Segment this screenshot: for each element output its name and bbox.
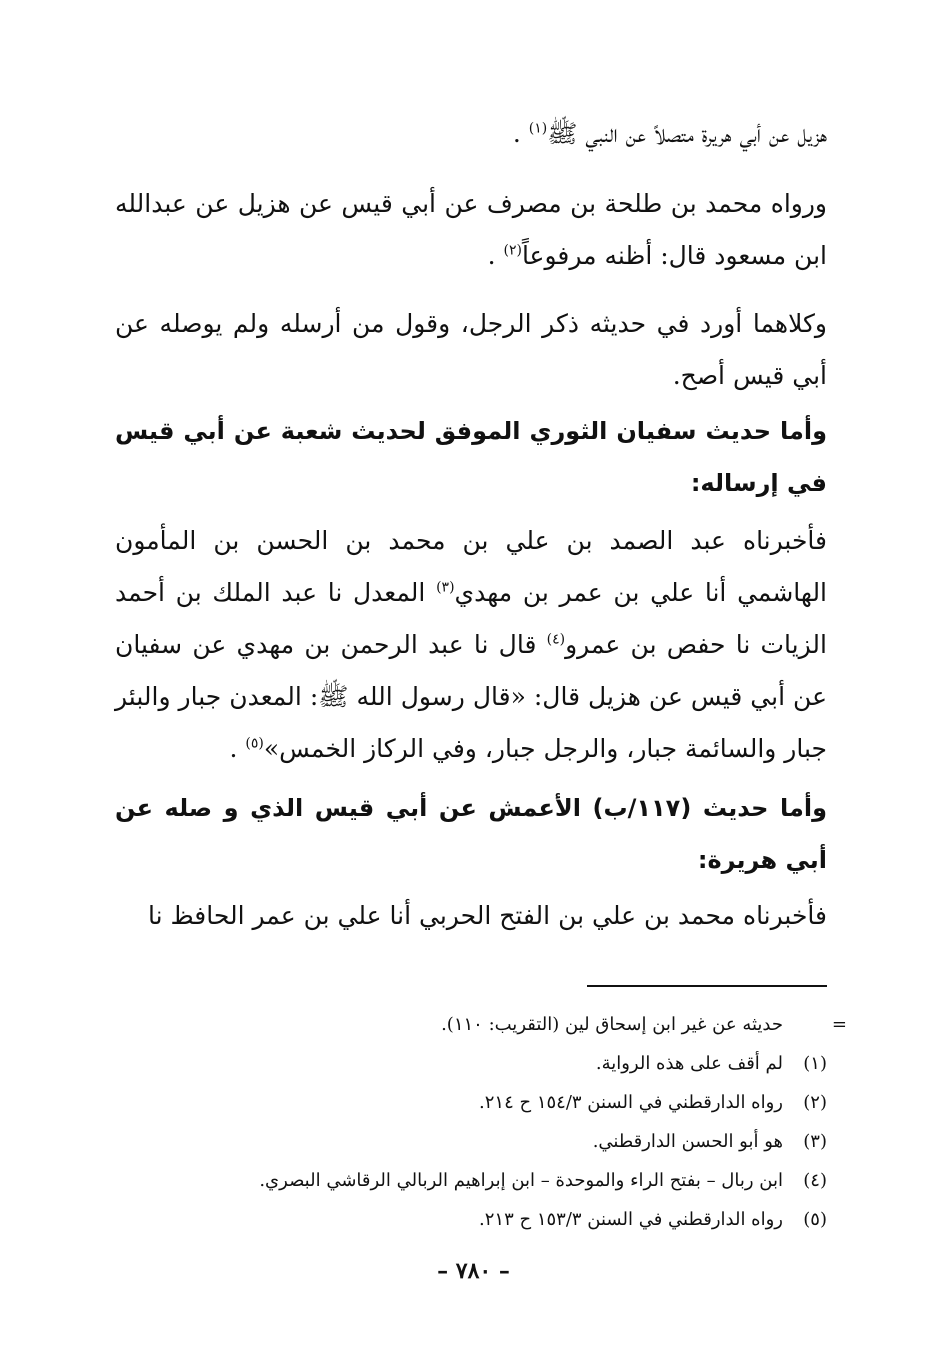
footnote-ref-3[interactable]: (٣) (436, 579, 455, 596)
section-heading-1-text: وأما حديث سفيان الثوري الموفق لحديث شعبة عن أبي قيس في إرساله: (115, 417, 827, 497)
footnote-number: (٣) (803, 1131, 827, 1152)
footnote-3: (٣)هو أبو الحسن الدارقطني. (200, 1122, 827, 1161)
page-number: – ٧٨٠ – (437, 1258, 510, 1284)
footnote-number: (٢) (803, 1092, 827, 1113)
paragraph-3 (115, 298, 827, 402)
section-heading-1 (115, 405, 827, 509)
footnote-number: (٥) (803, 1209, 827, 1230)
section-heading-2 (115, 782, 827, 886)
footnotes (200, 1005, 847, 1239)
paragraph-4: فأخبرناه عبد الصمد بن علي بن محمد بن الحسن بن المأمون الهاشمي أنا علي بن عمر بن مهدي$^{(٣)}$ المعدل نا عبد الملك بن أحمد الزيات نا حفص بن عمرو$^{(٤)}$ قال نا عبد الرحمن بن مهدي عن سفيان عن أبي قيس عن هزيل قال: «قال رسول الله ﷺ: المعدن جبار والبئر جبار والسائمة جبار، والرجل جبار، وفي الركاز الخمس»$^{(٥)}$ . (115, 526, 828, 763)
footnote-number: (٤) (803, 1170, 827, 1191)
footnote-ref-4[interactable]: (٤) (546, 631, 566, 648)
section-heading-2-text: وأما حديث (١١٧/ب) الأعمش عن أبي قيس الذي و صله عن أبي هريرة: (115, 794, 827, 874)
paragraph-1: هزيل عن أبي هريرة متصلاً عن النبي ﷺ$^{(١)}$ . (512, 119, 827, 148)
footnote-ref-5[interactable]: (٥) (245, 735, 264, 752)
footnote-2: (٢)رواه الدارقطني في السنن ١٥٤/٣ ح ٢١٤. (200, 1083, 827, 1122)
footnote-number: (١) (803, 1053, 827, 1074)
paragraph-2: ورواه محمد بن طلحة بن مصرف عن أبي قيس عن هزيل عن عبدالله ابن مسعود قال: أظنه مرفوعاً$^{(٢)}$ . (115, 189, 827, 270)
continuation-mark: = (831, 1014, 847, 1035)
footnote-5: (٥)رواه الدارقطني في السنن ١٥٣/٣ ح ٢١٣. (200, 1200, 827, 1239)
paragraph-3-text: وكلاهما أورد في حديثه ذكر الرجل، وقول من أرسله ولم يوصله عن أبي قيس أصح. (115, 309, 827, 390)
footnote-continuation: = حديثه عن غير ابن إسحاق لين (التقريب: ١١٠). (200, 1005, 827, 1044)
footnote-ref-1[interactable]: (١) (528, 120, 548, 137)
footnote-4: (٤)ابن ربال – بفتح الراء والموحدة – ابن إبراهيم الربالي الرقاشي البصري. (200, 1161, 827, 1200)
footnote-ref-2[interactable]: (٢) (503, 242, 522, 259)
paragraph-5 (115, 890, 827, 942)
paragraph-2-text: ورواه محمد بن طلحة بن مصرف عن أبي قيس عن هزيل عن عبدالله ابن مسعود قال: أظنه مرفوعاً (115, 189, 827, 270)
footnote-divider (587, 985, 827, 987)
paragraph-1-text: هزيل عن أبي هريرة متصلاً عن النبي ﷺ (547, 119, 827, 148)
paragraph-5-text: فأخبرناه محمد بن علي بن الفتح الحربي أنا علي بن عمر الحافظ نا (148, 901, 827, 930)
footnote-1: (١)لم أقف على هذه الرواية. (200, 1044, 827, 1083)
